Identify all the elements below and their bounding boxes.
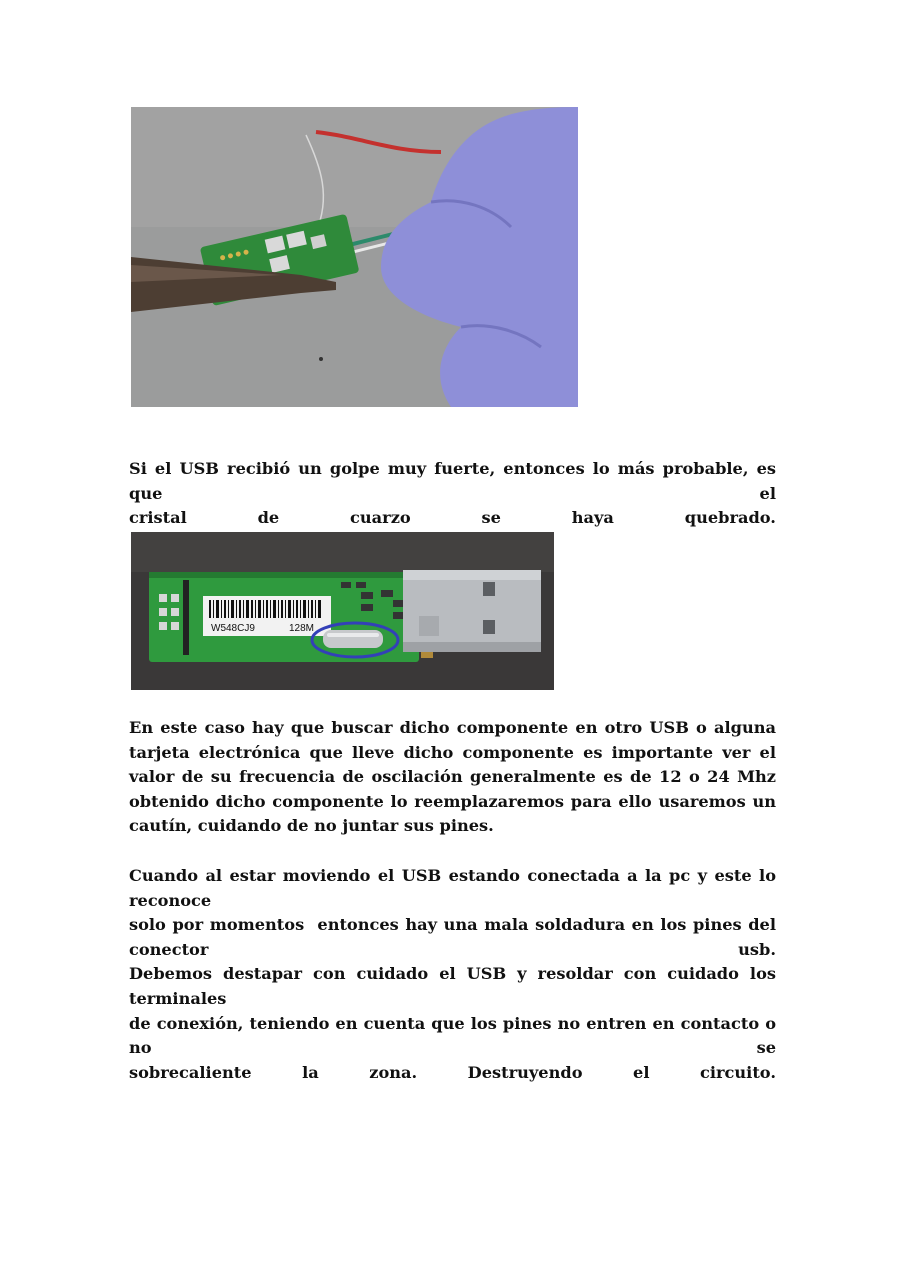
paragraph-replace-component: En este caso hay que buscar dicho componente en otro USB o alguna tarjeta electrónica que lleve dicho componente es importante ver el valor de su frecuencia de oscilación generalmente es de 12 o 24 Mhz obtenido dicho componente lo reemplazaremos para ello usaremos un cautín, cuidando de no juntar sus pines. bbox=[129, 718, 776, 836]
paragraph-line bbox=[129, 1012, 776, 1061]
word: de bbox=[257, 508, 280, 528]
paragraph-line-text: Si el USB recibió un golpe muy fuerte, entonces lo más probable, es que el bbox=[129, 459, 776, 503]
paragraph-line bbox=[129, 864, 776, 913]
word: cristal bbox=[129, 508, 187, 528]
usb-label-size: 128M bbox=[289, 623, 315, 634]
word: conector bbox=[129, 939, 209, 959]
paragraph-line bbox=[129, 506, 776, 531]
paragraph-line-text: de conexión, teniendo en cuenta que los pines no entren en contacto o no se bbox=[129, 1013, 776, 1058]
paragraph-line-text: Debemos destapar con cuidado el USB y resoldar con cuidado los terminales bbox=[129, 964, 776, 1008]
word: Destruyendo bbox=[467, 1062, 583, 1082]
paragraph-line bbox=[129, 938, 776, 963]
paragraph-bad-solder bbox=[129, 864, 776, 1085]
word: se bbox=[481, 508, 501, 528]
word: cuarzo bbox=[350, 508, 411, 528]
paragraph-line bbox=[129, 913, 776, 938]
paragraph-line bbox=[129, 962, 776, 1011]
word: usb. bbox=[738, 939, 776, 959]
photo-usb-crystal-highlighted bbox=[131, 532, 554, 690]
word: zona. bbox=[369, 1062, 418, 1082]
paragraph-line bbox=[129, 457, 776, 506]
paragraph-line-text: Cuando al estar moviendo el USB estando conectada a la pc y este lo reconoce bbox=[129, 866, 776, 910]
usb-label-code: W548CJ9 bbox=[211, 623, 255, 634]
paragraph-line-text: solo por momentos entonces hay una mala soldadura en los pines del bbox=[129, 915, 776, 935]
word: la bbox=[302, 1062, 319, 1082]
word: haya bbox=[571, 508, 614, 528]
word: circuito. bbox=[700, 1062, 776, 1082]
word: sobrecaliente bbox=[129, 1062, 252, 1082]
word: el bbox=[633, 1062, 650, 1082]
paragraph-line bbox=[129, 1061, 776, 1086]
word: quebrado. bbox=[684, 508, 776, 528]
photo-soldering-usb-board bbox=[131, 107, 578, 407]
paragraph-broken-crystal bbox=[129, 457, 776, 531]
